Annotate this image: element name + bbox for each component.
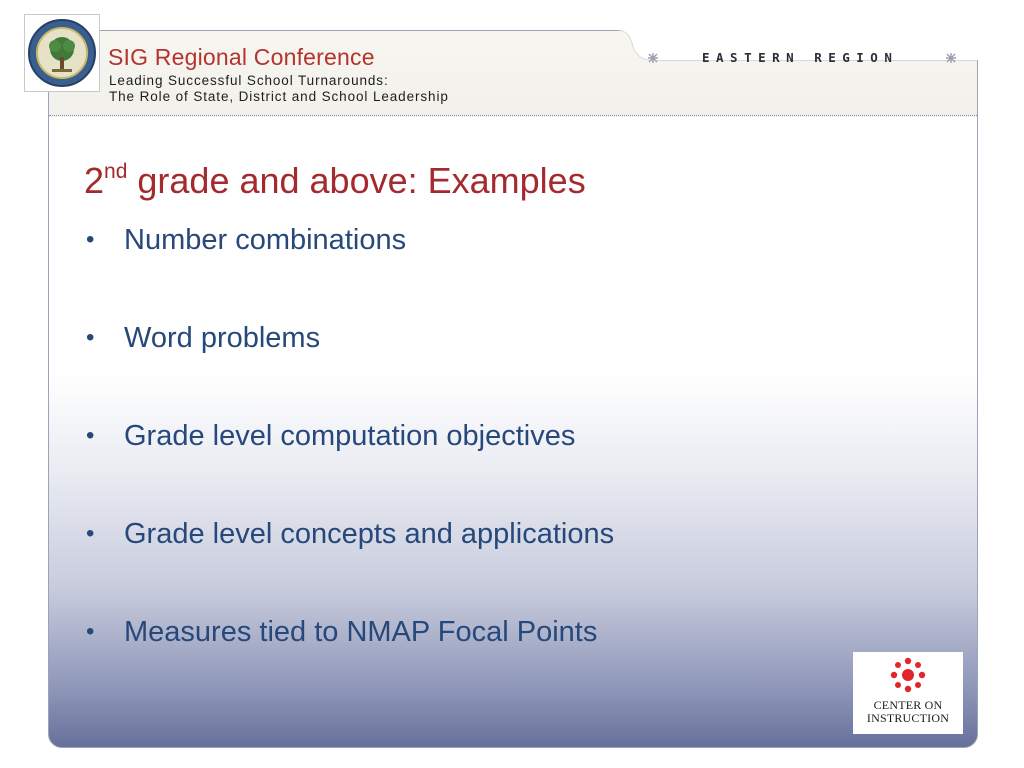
logo-line-2: INSTRUCTION: [866, 711, 950, 725]
center-on-instruction-logo: [853, 652, 963, 734]
conference-title: SIG Regional Conference: [108, 44, 375, 70]
slide-title: [84, 160, 586, 202]
bullet-text: Measures tied to NMAP Focal Points: [124, 616, 598, 648]
bullet-marker: •: [86, 226, 95, 253]
bullet-text: Grade level computation objectives: [124, 420, 576, 452]
bullet-marker: •: [86, 520, 95, 547]
title-prefix: 2: [84, 160, 105, 201]
bullet-text: Number combinations: [124, 224, 407, 256]
header-divider: [49, 115, 977, 116]
conference-subtitle: [109, 73, 449, 105]
logo-text: [853, 699, 963, 725]
bullet-marker: •: [86, 618, 95, 645]
title-rest: grade and above: Examples: [127, 160, 586, 201]
subtitle-line-2: The Role of State, District and School Leadership: [109, 89, 449, 104]
bullet-marker: •: [86, 324, 95, 351]
sunburst-icon: [853, 652, 963, 698]
bullet-text: Grade level concepts and applications: [124, 518, 615, 550]
bullet-text: Word problems: [124, 322, 321, 354]
ornament-left-icon: [647, 52, 659, 64]
bullet-marker: •: [86, 422, 95, 449]
title-superscript: nd: [104, 160, 128, 183]
ornament-right-icon: [945, 52, 957, 64]
logo-line-1: CENTER ON: [873, 698, 943, 712]
seal-icon: [25, 15, 99, 91]
subtitle-line-1: Leading Successful School Turnarounds:: [109, 73, 389, 88]
region-label: EASTERN REGION: [702, 50, 899, 65]
department-seal-logo: [24, 14, 100, 92]
